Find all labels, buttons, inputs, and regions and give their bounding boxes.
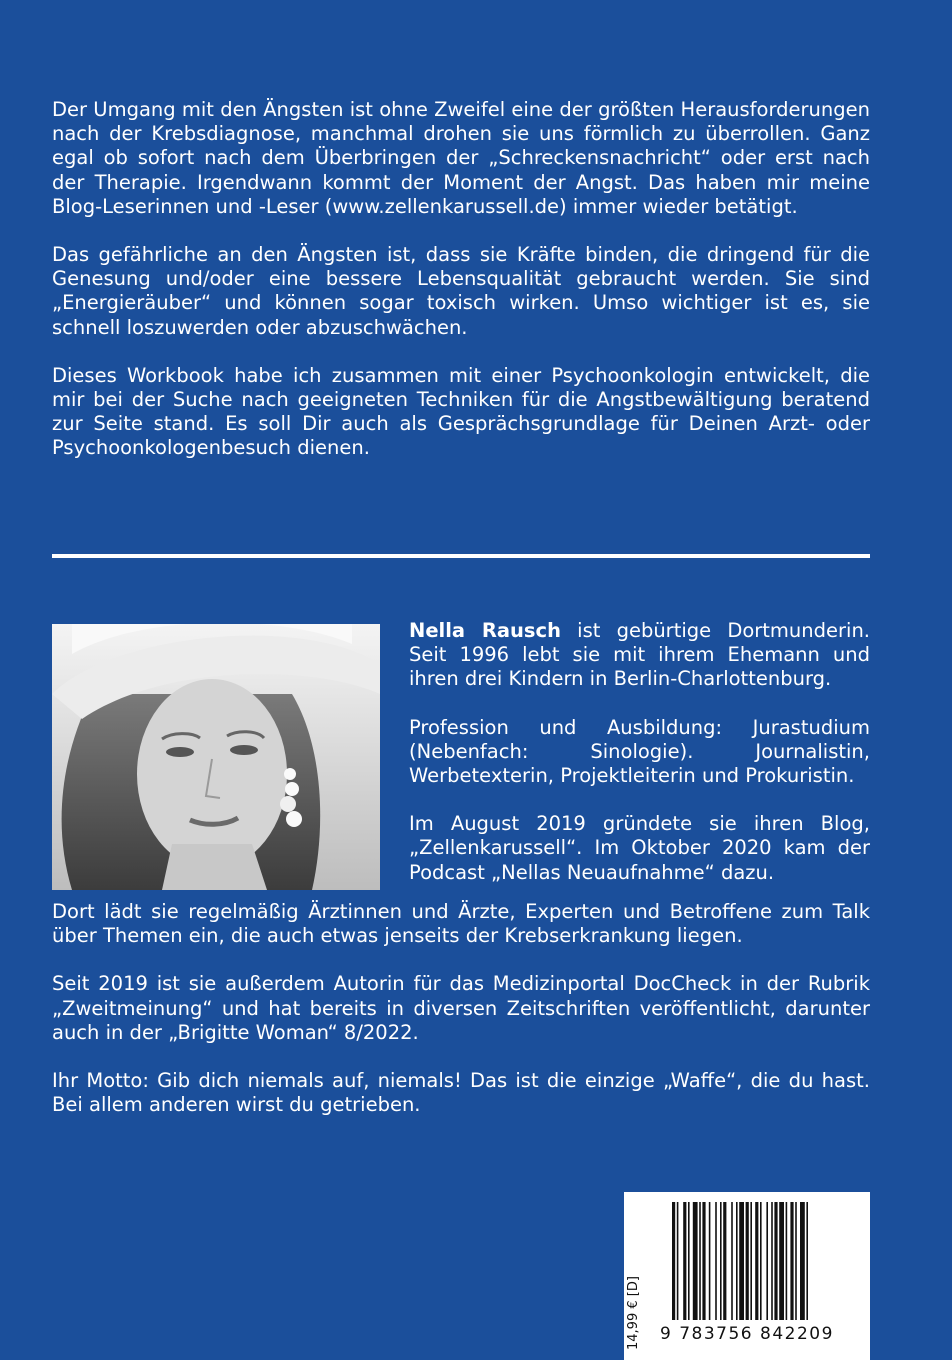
isbn-digits: 9 783756 842209	[660, 1324, 834, 1344]
author-bio-bottom	[52, 900, 870, 1141]
intro-paragraph-2: Das gefährliche an den Ängsten ist, dass sie Kräfte binden, die dringend für die Genesung und/oder eine bessere Lebensqualität gebraucht werden. Sie sind „Energieräuber“ und können sogar toxisch wirken. Umso wichtiger ist es, sie schnell loszuwerden oder abzuschwächen.	[52, 243, 870, 339]
author-bio-side	[409, 619, 870, 885]
barcode-icon	[672, 1202, 862, 1320]
author-paragraph-1	[409, 619, 870, 692]
author-paragraph-1-text: ist gebürtige Dortmunderin. Seit 1996 lebt sie mit ihrem Ehemann und ihren drei Kindern in Berlin-Charlottenburg.	[409, 619, 871, 691]
author-paragraph-5: Ihr Motto: Gib dich niemals auf, niemals! Das ist die einzige „Waffe“, die du hast. Bei allem anderen wirst du getrieben.	[52, 1069, 870, 1117]
intro-paragraph-3: Dieses Workbook habe ich zusammen mit einer Psychoonkologin entwickelt, die mir bei der Suche nach geeigneten Techniken für die Angstbewältigung beratend zur Seite stand. Es soll Dir auch als Gesprächsgrundlage für Deinen Arzt- oder Psychoonkologenbesuch dienen.	[52, 363, 870, 460]
author-paragraph-2: Profession und Ausbildung: Jurastudium (Nebenfach: Sinologie). Journalistin, Werbetexterin, Projektleiterin und Prokuristin.	[409, 715, 870, 788]
intro-paragraph-1: Der Umgang mit den Ängsten ist ohne Zweifel eine der größten Herausforderungen nach der Krebsdiagnose, manchmal drohen sie uns förmlich zu überrollen. Ganz egal ob sofort nach dem Überbringen der „Schreckensnachricht“ oder erst nach der Therapie. Irgendwann kommt der Moment der Angst. Das haben mir meine Blog-Leserinnen und -Leser (www.zellenkarussell.de) immer wieder betätigt.	[52, 98, 870, 218]
intro-text	[52, 98, 870, 485]
author-paragraph-3a: Im August 2019 gründete sie ihren Blog, „Zellenkarussell“. Im Oktober 2020 kam der Podcast „Nellas Neuaufnahme“ dazu.	[409, 812, 870, 884]
price-label: 14,99 € [D]	[626, 1276, 641, 1350]
author-name: Nella Rausch	[409, 619, 561, 642]
author-photo	[52, 624, 380, 890]
divider-line	[52, 554, 870, 558]
author-paragraph-3b: Dort lädt sie regelmäßig Ärztinnen und Ärzte, Experten und Betroffene zum Talk über Themen ein, die auch etwas jenseits der Krebserkrankung liegen.	[52, 900, 870, 948]
author-paragraph-4: Seit 2019 ist sie außerdem Autorin für das Medizinportal DocCheck in der Rubrik „Zweitmeinung“ und hat bereits in diversen Zeitschriften veröffentlicht, darunter auch in der „Brigitte Woman“ 8/2022.	[52, 972, 870, 1044]
